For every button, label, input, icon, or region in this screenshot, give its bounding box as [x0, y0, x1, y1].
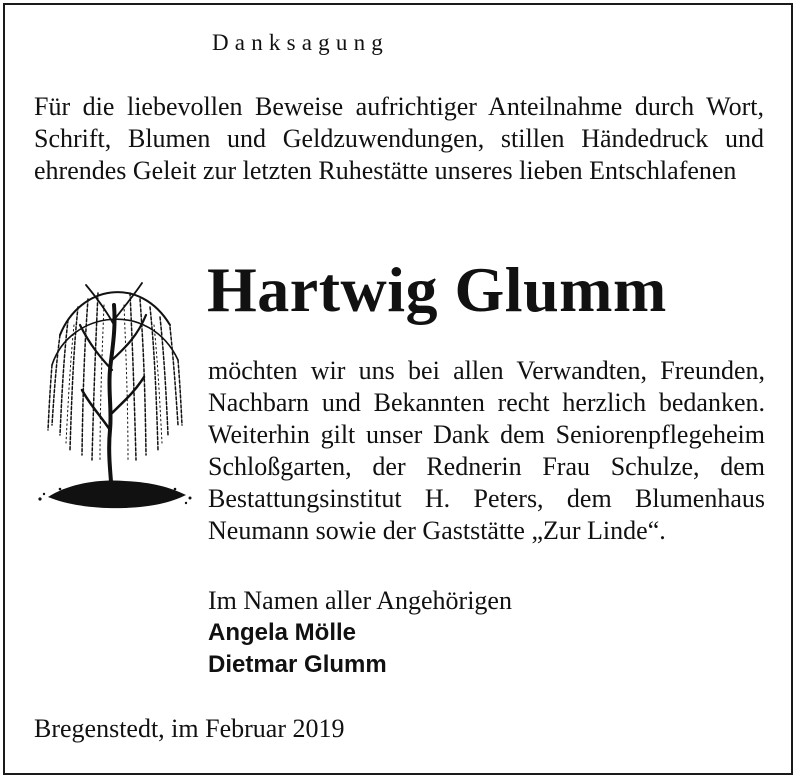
notice-heading: Danksagung — [212, 30, 389, 55]
signoff-block — [208, 585, 512, 681]
signer-name: Dietmar Glumm — [208, 651, 387, 678]
place-date: Bregenstedt, im Februar 2019 — [34, 714, 345, 743]
weeping-willow-icon — [30, 265, 195, 520]
deceased-name: Hartwig Glumm — [207, 254, 667, 325]
thanks-text: möchten wir uns bei allen Verwandten, Freunden, Nachbarn und Bekannten recht herzlich bedanken. Weiterhin gilt unser Dank dem Seniorenpflegeheim Schloßgarten, der Rednerin Frau Schulze, dem Bestattungsinstitut H. Peters, dem Blumenhaus Neumann sowie der Gaststätte „Zur Linde“. — [208, 356, 765, 545]
signoff-line: Im Namen aller Angehörigen — [208, 586, 512, 615]
intro-text: Für die liebevollen Beweise aufrichtiger Anteilnahme durch Wort, Schrift, Blumen und Geldzuwendungen, stillen Händedruck und ehrendes Geleit zur letzten Ruhestätte unseres lieben Entschlafenen — [34, 92, 764, 185]
signer-name: Angela Mölle — [208, 619, 357, 646]
